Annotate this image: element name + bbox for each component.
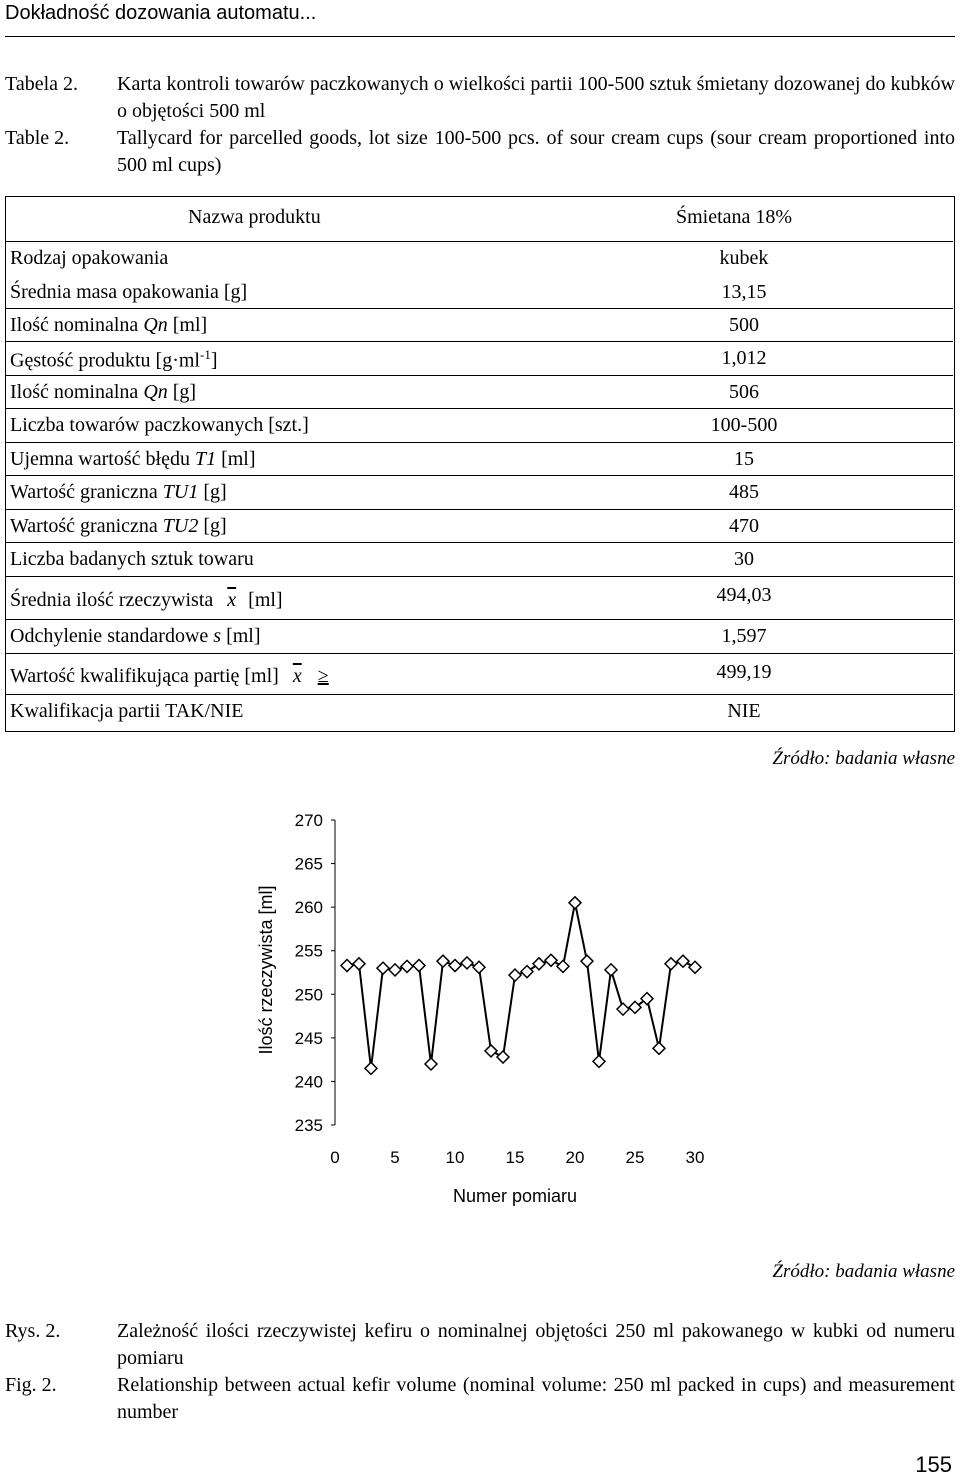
table-row <box>6 509 953 543</box>
x-tick-label: 25 <box>625 1148 645 1167</box>
row-label: Średnia ilość rzeczywista $\overline{x}$ [ml] <box>10 589 283 611</box>
y-tick-label: 245 <box>294 1028 323 1048</box>
mean-x-symbol: $\overline{x}$ <box>227 589 237 611</box>
y-tick-label: 270 <box>294 811 323 830</box>
row-value: 15 <box>734 448 754 470</box>
table-row <box>6 341 953 376</box>
y-tick-label: 240 <box>294 1072 323 1092</box>
row-value: NIE <box>727 700 761 722</box>
data-point-marker <box>593 1055 605 1067</box>
table-row <box>6 475 953 510</box>
data-point-marker <box>449 960 461 972</box>
mean-x-symbol: $\overline{x}$ <box>292 665 302 687</box>
data-point-marker <box>533 958 545 970</box>
table-row <box>6 576 953 620</box>
table-header-label: Nazwa produktu <box>188 206 321 228</box>
volume-line-chart <box>240 800 720 1220</box>
row-label: Ilość nominalna Qn [g] <box>10 381 197 403</box>
row-label: Rodzaj opakowania <box>10 247 169 269</box>
figure-caption-pl-text: Zależność ilości rzeczywistej kefiru o nominalnej objętości 250 ml pakowanego w kubki od numeru pomiaru <box>117 1320 955 1369</box>
row-value: 1,597 <box>721 625 767 647</box>
figure-caption-en-label: Fig. 2. <box>5 1374 57 1396</box>
row-value: 30 <box>734 548 754 570</box>
row-value: 13,15 <box>721 281 767 303</box>
table-caption-en-label: Table 2. <box>5 127 70 149</box>
data-point-marker <box>557 960 569 972</box>
control-table <box>5 196 955 732</box>
data-point-marker <box>473 961 485 973</box>
x-tick-label: 10 <box>445 1148 465 1167</box>
y-tick-label: 255 <box>294 941 323 961</box>
row-label: Odchylenie standardowe s [ml] <box>10 625 261 647</box>
table-row <box>6 275 953 309</box>
table-row <box>6 308 953 342</box>
row-value: 470 <box>729 515 759 537</box>
data-point-marker <box>689 961 701 973</box>
table-caption-en-text: Tallycard for parcelled goods, lot size 100-500 pcs. of sour cream cups (sour cream proportioned into 500 ml cups) <box>117 127 955 176</box>
table-caption-pl-label: Tabela 2. <box>5 73 79 95</box>
data-point-marker <box>605 964 617 976</box>
series-line <box>347 903 695 1069</box>
row-value: 1,012 <box>721 347 767 369</box>
x-tick-label: 20 <box>565 1148 585 1167</box>
table-row <box>6 375 953 409</box>
row-label: Ilość nominalna Qn [ml] <box>10 314 208 336</box>
row-label: Ujemna wartość błędu T1 [ml] <box>10 448 256 470</box>
data-point-marker <box>665 958 677 970</box>
y-tick-label: 260 <box>294 898 323 918</box>
row-label: Kwalifikacja partii TAK/NIE <box>10 700 244 722</box>
y-tick-label: 265 <box>294 854 323 874</box>
data-point-marker <box>389 964 401 976</box>
page-number: 155 <box>915 1452 952 1477</box>
x-tick-label: 0 <box>330 1148 340 1167</box>
data-point-marker <box>377 962 389 974</box>
row-value: 500 <box>729 314 759 336</box>
data-point-marker <box>365 1062 377 1074</box>
row-label: Liczba towarów paczkowanych [szt.] <box>10 414 309 436</box>
running-title: Dokładność dozowania automatu... <box>5 2 317 24</box>
data-point-marker <box>569 897 581 909</box>
y-tick-label: 250 <box>294 985 323 1005</box>
row-label: Gęstość produktu $[g\cdot ml^{-1}]$ <box>10 347 218 372</box>
y-axis-label: Ilość rzeczywista [ml] <box>256 885 276 1055</box>
table-row <box>6 542 953 577</box>
data-point-marker <box>341 960 353 972</box>
table-row <box>6 241 953 275</box>
row-value: 506 <box>729 381 759 403</box>
data-point-marker <box>521 966 533 978</box>
data-point-marker <box>437 955 449 967</box>
table-caption-pl-text: Karta kontroli towarów paczkowanych o wielkości partii 100-500 sztuk śmietany dozowanej do kubków o objętości 500 ml <box>117 73 955 122</box>
table-row <box>6 442 953 476</box>
figure-source: Źródło: badania własne <box>772 1261 955 1282</box>
data-point-marker <box>353 958 365 970</box>
x-tick-label: 5 <box>390 1148 400 1167</box>
data-point-marker <box>425 1058 437 1070</box>
table-header-row <box>6 197 953 242</box>
row-label: Wartość graniczna TU2 [g] <box>10 515 227 537</box>
data-point-marker <box>461 957 473 969</box>
figure-caption-en-text: Relationship between actual kefir volume (nominal volume: 250 ml packed in cups) and measurement number <box>117 1374 955 1423</box>
row-value: 499,19 <box>716 661 772 683</box>
row-label: Wartość graniczna TU1 [g] <box>10 481 227 503</box>
table-row <box>6 408 953 443</box>
x-axis-label: Numer pomiaru <box>452 1186 578 1206</box>
row-value: kubek <box>719 247 769 269</box>
data-point-marker <box>653 1042 665 1054</box>
data-point-marker <box>581 955 593 967</box>
chart-axes <box>295 811 705 1167</box>
x-tick-label: 15 <box>505 1148 525 1167</box>
data-point-marker <box>485 1045 497 1057</box>
data-point-marker <box>509 969 521 981</box>
table-source: Źródło: badania własne <box>772 748 955 769</box>
data-point-marker <box>677 955 689 967</box>
data-point-marker <box>545 954 557 966</box>
table-row <box>6 694 953 731</box>
chart-series <box>341 897 701 1075</box>
header-rule <box>5 36 955 37</box>
x-tick-label: 30 <box>685 1148 705 1167</box>
row-value: 485 <box>729 481 759 503</box>
row-label: Liczba badanych sztuk towaru <box>10 548 254 570</box>
table-row <box>6 653 953 695</box>
data-point-marker <box>617 1003 629 1015</box>
row-label: Wartość kwalifikująca partię [ml] $\overline{x}$ ≥ <box>10 665 329 687</box>
figure-caption-pl-label: Rys. 2. <box>5 1320 61 1342</box>
data-point-marker <box>497 1051 509 1063</box>
y-tick-label: 235 <box>294 1116 323 1135</box>
data-point-marker <box>413 960 425 972</box>
row-label: Średnia masa opakowania [g] <box>10 281 248 303</box>
row-value: 494,03 <box>716 584 772 606</box>
table-header-value: Śmietana 18% <box>676 206 793 228</box>
data-point-marker <box>401 960 413 972</box>
table-row <box>6 619 953 654</box>
row-value: 100-500 <box>710 414 778 436</box>
